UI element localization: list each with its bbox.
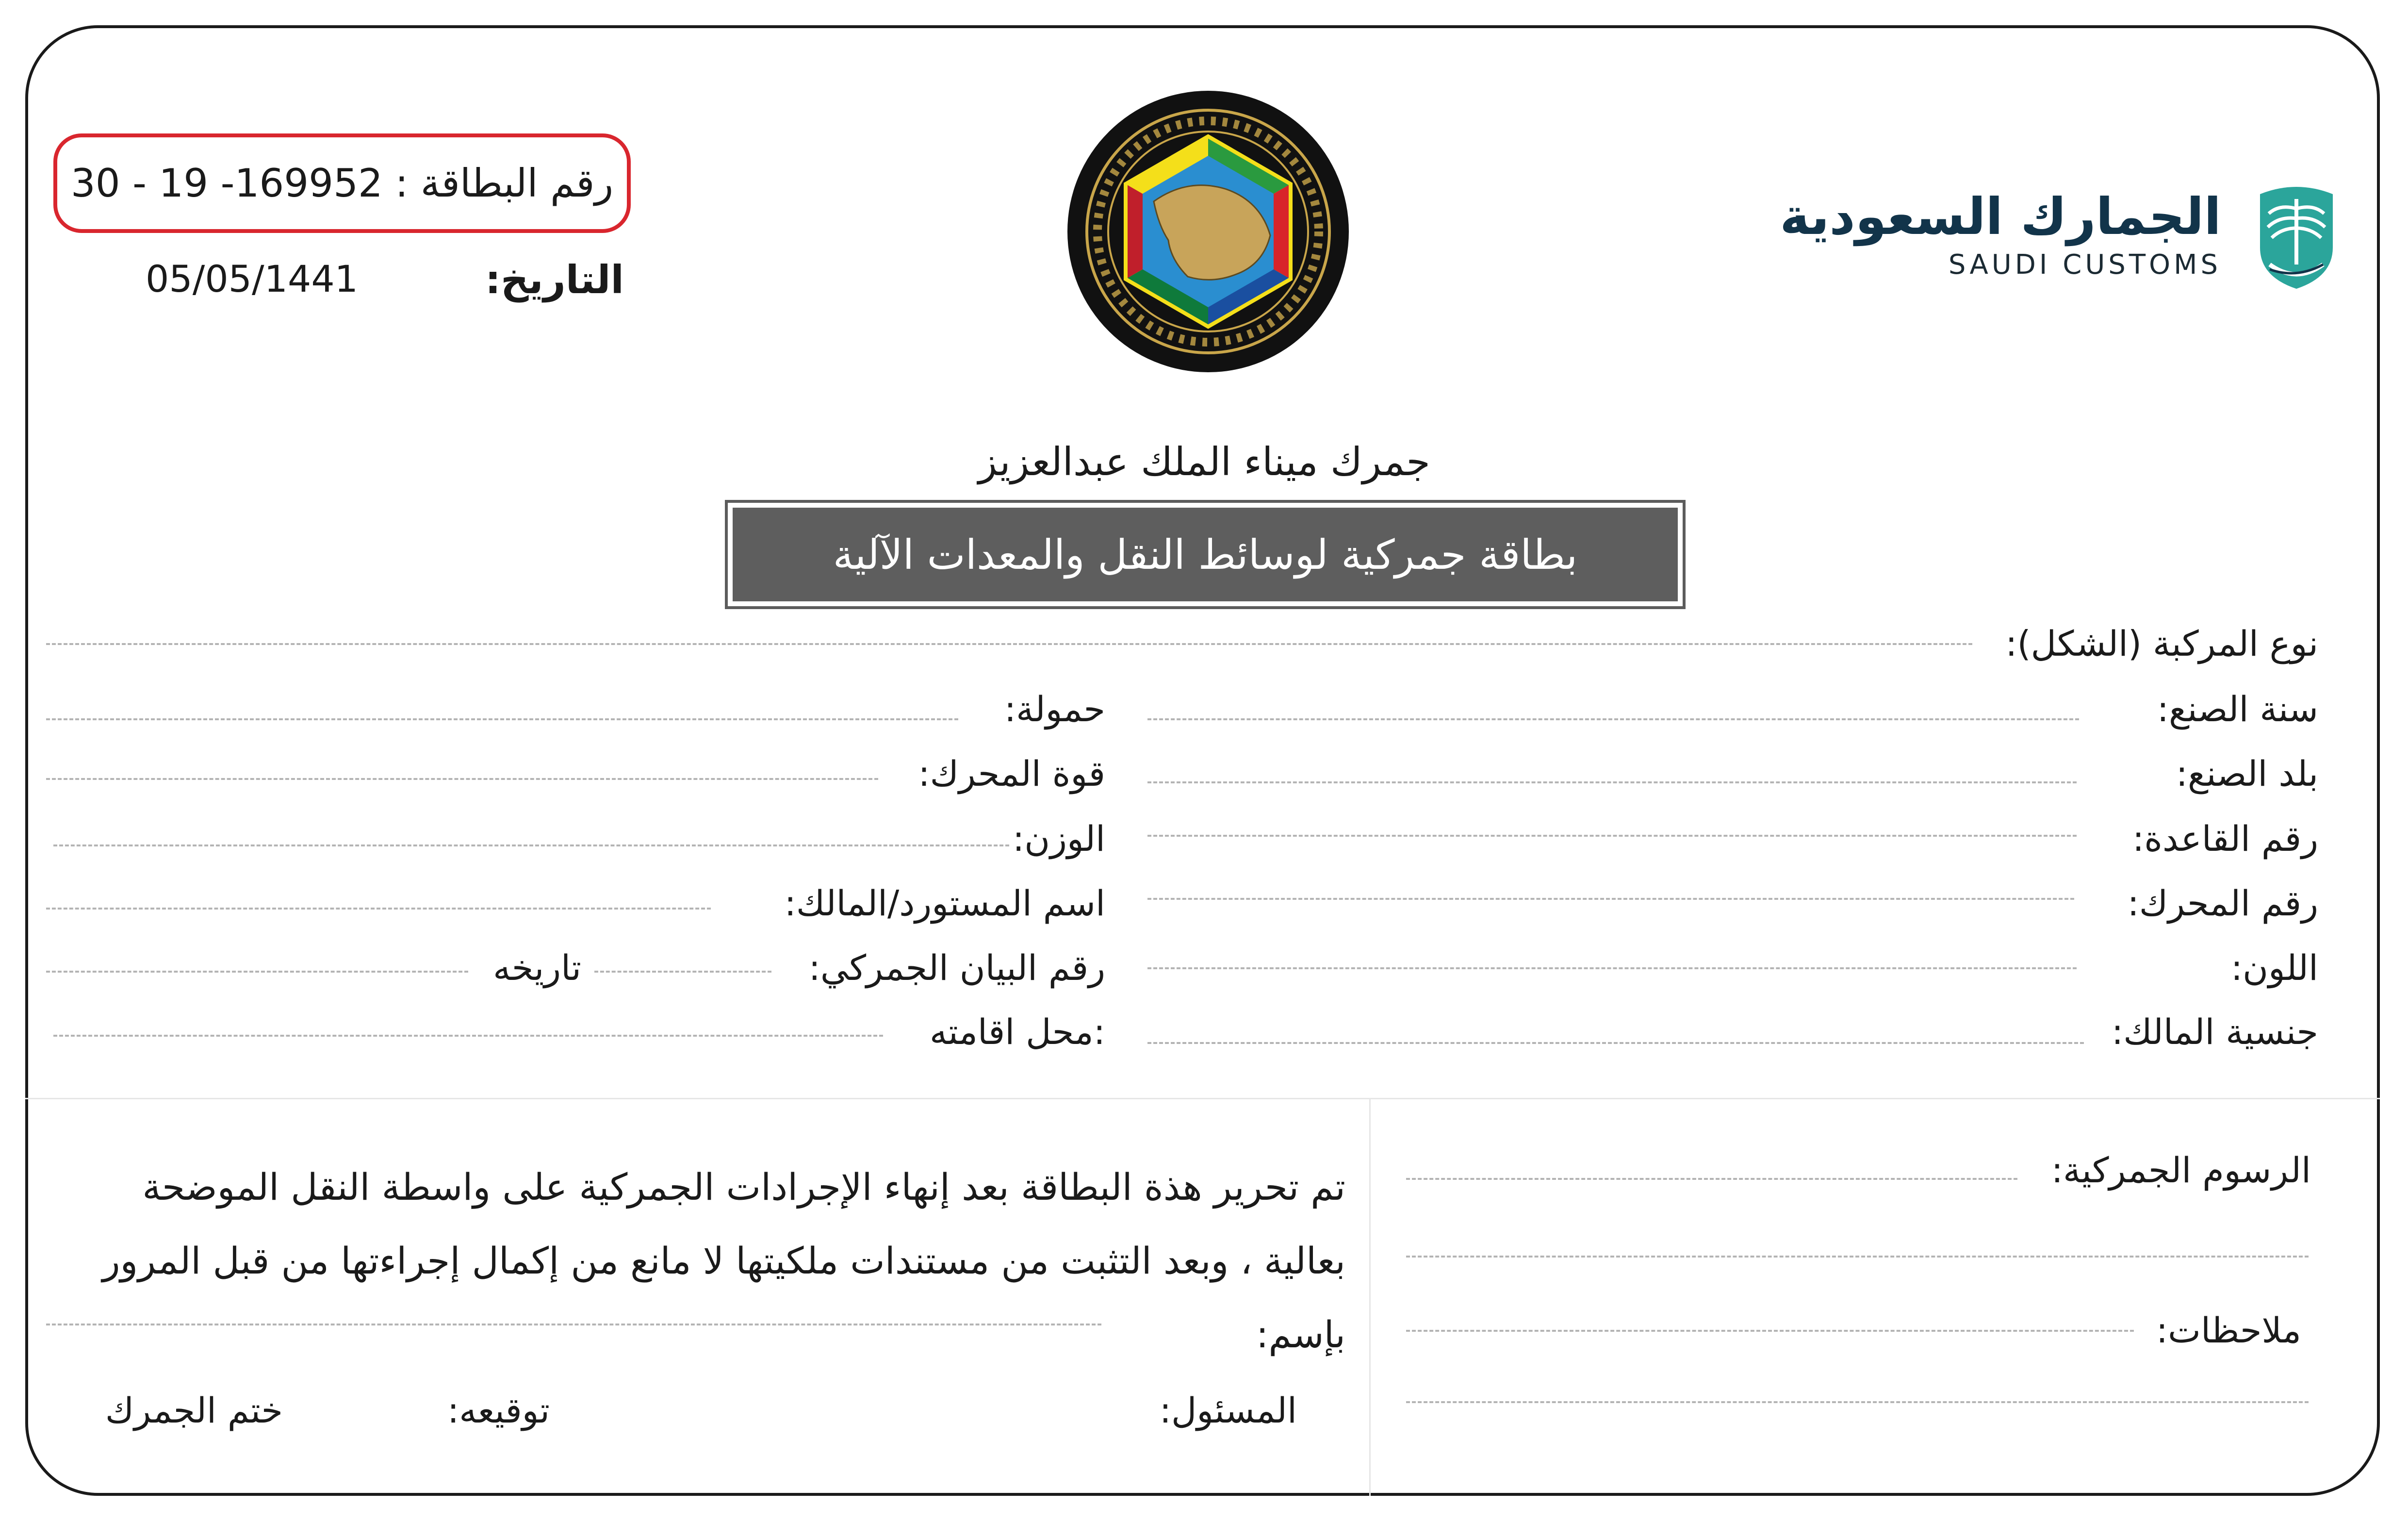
line-customs-fees-2[interactable] — [1406, 1256, 2309, 1258]
field-importer-name: اسم المستورد/المالك: — [784, 883, 1105, 924]
field-color: اللون: — [2230, 947, 2318, 988]
line-engine-no[interactable] — [1147, 898, 2074, 900]
line-load[interactable] — [46, 718, 958, 720]
line-importer-name[interactable] — [46, 908, 711, 910]
field-load: حمولة: — [1004, 689, 1105, 729]
logo-arabic: الجمارك السعودية — [1780, 187, 2221, 246]
statement-text: تم تحرير هذة البطاقة بعد إنهاء الإجرادات الجمركية على واسطة النقل الموضحة بعالية ، وبعد التثبت من مستندات ملكيتها لا مانع من إكمال إجراءتها من قبل المرور بإسم: — [102, 1165, 1345, 1356]
gcc-emblem-icon — [1066, 90, 1350, 373]
line-notes-2[interactable] — [1406, 1401, 2309, 1403]
field-engine-no: رقم المحرك: — [2127, 883, 2318, 924]
line-engine-power[interactable] — [46, 778, 878, 780]
field-year: سنة الصنع: — [2157, 689, 2318, 729]
field-country: بلد الصنع: — [2176, 753, 2318, 794]
line-weight[interactable] — [53, 844, 1009, 846]
line-country[interactable] — [1147, 781, 2077, 783]
field-engine-power: قوة المحرك: — [918, 753, 1105, 794]
line-vehicle-type[interactable] — [46, 643, 1972, 645]
date-value: 05/05/1441 — [146, 257, 359, 300]
card-number-value: 30 - 19 -169952 — [70, 161, 383, 206]
date-label: التاريخ: — [485, 257, 624, 302]
line-declaration-no[interactable] — [594, 971, 771, 973]
line-residence[interactable] — [53, 1035, 883, 1037]
card-number-label: رقم البطاقة : — [395, 161, 614, 206]
logo-english: SAUDI CUSTOMS — [1948, 249, 2221, 281]
signature-label: توقيعه: — [447, 1390, 550, 1431]
line-year[interactable] — [1147, 718, 2079, 720]
customs-fees-label: الرسوم الجمركية: — [2051, 1150, 2311, 1191]
section-divider — [25, 1098, 2380, 1099]
line-chassis[interactable] — [1147, 835, 2077, 837]
card-number-box — [53, 133, 631, 233]
field-owner-nationality: جنسية المالك: — [2111, 1011, 2318, 1052]
field-vehicle-type: نوع المركبة (الشكل): — [2005, 623, 2318, 664]
column-divider — [1369, 1098, 1371, 1496]
line-owner-nationality[interactable] — [1147, 1042, 2084, 1044]
field-declaration-no: رقم البيان الجمركي: — [808, 947, 1105, 988]
line-notes-1[interactable] — [1406, 1330, 2134, 1332]
notes-label: ملاحظات: — [2156, 1310, 2301, 1351]
office-name: جمرك ميناء الملك عبدالعزيز — [978, 439, 1430, 484]
responsible-label: المسئول: — [1159, 1390, 1297, 1431]
field-weight: الوزن: — [1012, 818, 1105, 859]
stamp-label: ختم الجمرك — [105, 1390, 283, 1431]
title-banner — [725, 500, 1686, 609]
line-declaration-date[interactable] — [46, 971, 468, 973]
field-chassis: رقم القاعدة: — [2132, 818, 2318, 859]
field-declaration-date: تاريخه — [493, 947, 581, 988]
field-residence: :محل اقامته — [930, 1011, 1105, 1052]
line-customs-fees-1[interactable] — [1406, 1178, 2017, 1180]
palm-swords-icon — [2250, 180, 2342, 291]
card-title: بطاقة جمركية لوسائط النقل والمعدات الآلية — [733, 508, 1678, 601]
line-color[interactable] — [1147, 967, 2077, 969]
line-traffic-name[interactable] — [46, 1324, 1101, 1325]
